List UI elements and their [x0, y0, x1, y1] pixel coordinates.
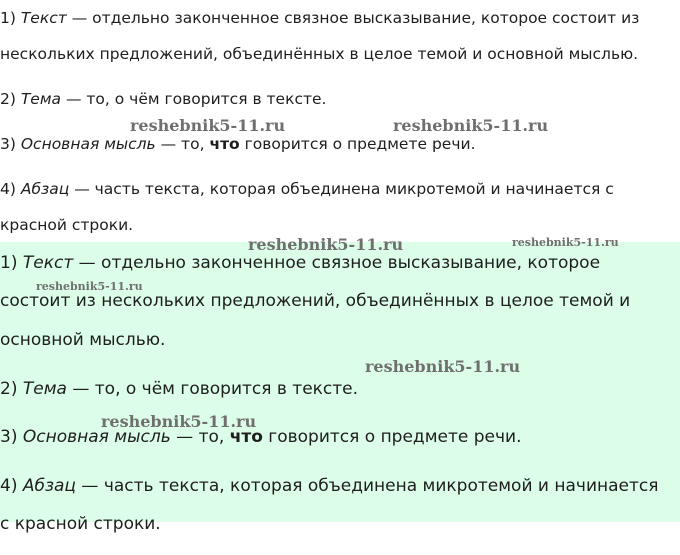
bold-word: что [229, 427, 263, 447]
term: Тема [20, 90, 62, 108]
term: Тема [22, 379, 67, 399]
term: Абзац [22, 476, 77, 496]
definition-text: — то, о чём говорится в тексте. [66, 379, 359, 399]
definition-text: — то, о чём говорится в тексте. [61, 90, 327, 108]
term: Абзац [20, 180, 70, 198]
item-number: 4) [0, 476, 23, 496]
definition-theme [0, 90, 326, 108]
watermark: reshebnik5-11.ru [36, 280, 143, 293]
term: Основная мысль [22, 427, 171, 447]
definition-text: говорится о предмете речи. [262, 427, 522, 447]
definition-text-line3: основной мыслью. [0, 330, 166, 350]
definition-paragraph-line2: красной строки. [0, 216, 134, 234]
definition-text: — часть текста, которая объединена микротемой и начинается [76, 476, 659, 496]
watermark: reshebnik5-11.ru [393, 116, 549, 135]
definition-paragraph-line1 [0, 180, 614, 198]
definition-text: говорится о предмете речи. [239, 135, 476, 153]
definition-text: — то, [155, 135, 210, 153]
definition-main-idea [0, 135, 476, 153]
definition-text-line1 [0, 9, 639, 27]
definition-text: — то, [170, 427, 230, 447]
definition-text: — отдельно законченное связное высказывание, которое [73, 253, 601, 273]
item-number: 3) [0, 427, 23, 447]
watermark: reshebnik5-11.ru [512, 236, 619, 249]
definition-theme [0, 379, 358, 399]
watermark: reshebnik5-11.ru [365, 357, 521, 376]
watermark: reshebnik5-11.ru [130, 116, 286, 135]
definition-paragraph-line2: с красной строки. [0, 514, 161, 534]
item-number: 2) [0, 379, 23, 399]
term: Текст [22, 253, 74, 273]
definition-text-line1 [0, 253, 600, 273]
definition-main-idea [0, 427, 522, 447]
item-number: 3) [0, 135, 21, 153]
definition-text-line2: состоит из нескольких предложений, объединённых в целое темой и [0, 291, 631, 311]
item-number: 2) [0, 90, 21, 108]
term: Основная мысль [20, 135, 156, 153]
item-number: 1) [0, 9, 21, 27]
definition-text: — часть текста, которая объединена микротемой и начинается с [69, 180, 614, 198]
watermark: reshebnik5-11.ru [248, 235, 404, 254]
definition-text-line2: нескольких предложений, объединённых в целое темой и основной мыслью. [0, 45, 639, 63]
item-number: 4) [0, 180, 21, 198]
definition-text: — отдельно законченное связное высказывание, которое состоит из [66, 9, 640, 27]
definition-paragraph-line1 [0, 476, 658, 496]
term: Текст [20, 9, 67, 27]
bold-word: что [209, 135, 240, 153]
item-number: 1) [0, 253, 23, 273]
watermark: reshebnik5-11.ru [101, 412, 257, 431]
